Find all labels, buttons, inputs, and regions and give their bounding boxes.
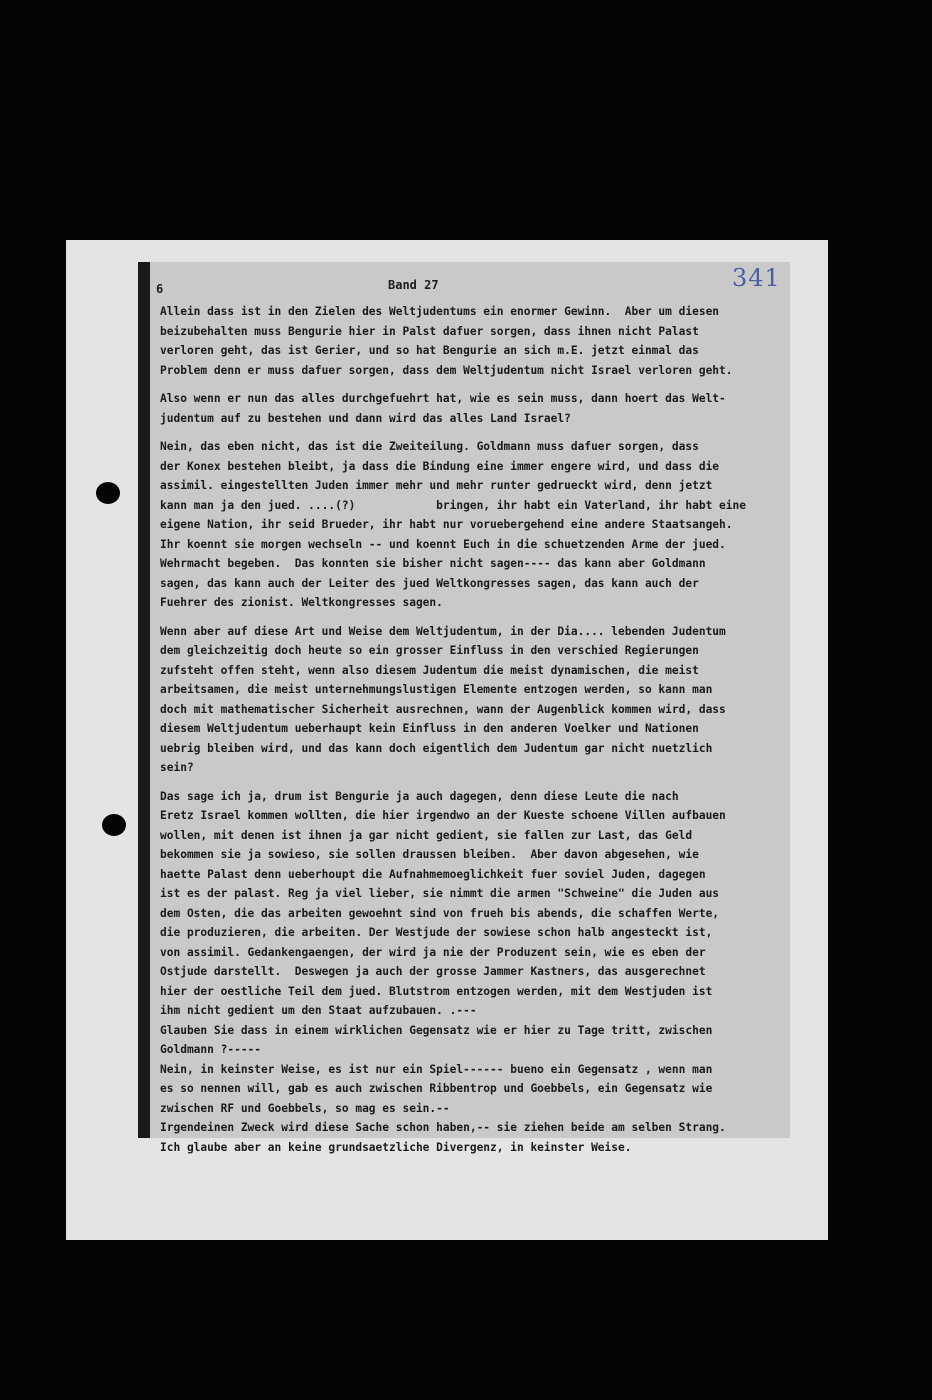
text-line: hier der oestliche Teil dem jued. Blutstrom entzogen werden, mit dem Westjuden ist [160, 984, 713, 998]
typed-transcript [160, 302, 790, 1166]
text-line: Nein, in keinster Weise, es ist nur ein Spiel------ bueno ein Gegensatz , wenn man [160, 1062, 713, 1076]
paragraph [160, 787, 790, 1060]
text-line: von assimil. Gedankengaengen, der wird ja nie der Produzent sein, wie es eben der [160, 945, 706, 959]
text-line: eigene Nation, ihr seid Brueder, ihr habt nur voruebergehend eine andere Staatsangeh. [160, 518, 733, 531]
paragraph [160, 437, 790, 613]
page-number: 6 [156, 282, 164, 296]
text-line: der Konex bestehen bleibt, ja dass die Bindung eine immer engere wird, und dass die [160, 459, 720, 473]
text-line: zufsteht offen steht, wenn also diesem Judentum die meist dynamischen, die meist [160, 663, 699, 677]
text-line: verloren geht, das ist Gerier, und so hat Bengurie an sich m.E. jetzt einmal das [160, 344, 699, 357]
archive-stamp: 341 [732, 264, 781, 292]
paragraph [160, 1060, 790, 1158]
text-line: Ihr koennt sie morgen wechseln -- und koennt Euch in die schuetzenden Arme der jued. [160, 537, 726, 551]
text-line: zwischen RF und Goebbels, so mag es sein.-- [160, 1101, 450, 1115]
text-line: dem Osten, die das arbeiten gewoehnt sind von frueh bis abends, die schaffen Werte, [160, 906, 720, 920]
text-line: haette Palast denn ueberhoupt die Aufnahmemoeglichkeit fuer soviel Juden, dagegen [160, 867, 706, 881]
text-line: die produzieren, die arbeiten. Der Westjude der sowiese schon halb angesteckt ist, [160, 926, 713, 939]
text-line: doch mit mathematischer Sicherheit ausrechnen, wann der Augenblick kommen wird, dass [160, 702, 726, 716]
punch-hole-top [96, 482, 120, 504]
text-line: diesem Weltjudentum ueberhaupt kein Einfluss in den anderen Voelker und Nationen [160, 722, 699, 735]
text-line: sein? [160, 761, 194, 774]
text-line: arbeitsamen, die meist unternehmungslustigen Elemente entzogen werden, so kann man [160, 683, 713, 696]
text-line: assimil. eingestellten Juden immer mehr und mehr runter gedrueckt wird, denn jetzt [160, 479, 713, 492]
page-content [156, 264, 781, 1154]
text-line: beizubehalten muss Bengurie hier in Palst dafuer sorgen, dass ihnen nicht Palast [160, 324, 699, 338]
punch-hole-bottom [102, 814, 126, 836]
text-line: Fuehrer des zionist. Weltkongresses sagen. [160, 596, 443, 609]
text-line: ihm nicht gedient um den Staat aufzubauen. .--- [160, 1004, 477, 1017]
text-line: Allein dass ist in den Zielen des Weltjudentums ein enormer Gewinn. Aber um diesen [160, 305, 720, 318]
text-line: Eretz Israel kommen wollten, die hier irgendwo an der Kueste schoene Villen aufbauen [160, 809, 726, 822]
paragraph [160, 389, 790, 428]
text-line: Nein, das eben nicht, das ist die Zweiteilung. Goldmann muss dafuer sorgen, dass [160, 440, 699, 453]
text-line: es so nennen will, gab es auch zwischen Ribbentrop und Goebbels, ein Gegensatz wie [160, 1082, 713, 1095]
text-line: kann man ja den jued. ....(?) bringen, ihr habt ein Vaterland, ihr habt eine [160, 498, 746, 512]
text-line: dem gleichzeitig doch heute so ein grosser Einfluss in den verschied Regierungen [160, 644, 699, 657]
page-header: Band 27 [388, 278, 439, 292]
text-line: judentum auf zu bestehen und dann wird das alles Land Israel? [160, 411, 571, 425]
text-line: Also wenn er nun das alles durchgefuehrt hat, wie es sein muss, dann hoert das Welt- [160, 392, 726, 405]
text-line: sagen, das kann auch der Leiter des jued Weltkongresses sagen, das kann auch der [160, 576, 699, 590]
text-line: Glauben Sie dass in einem wirklichen Gegensatz wie er hier zu Tage tritt, zwischen [160, 1023, 713, 1037]
text-line: uebrig bleiben wird, und das kann doch eigentlich dem Judentum gar nicht nuetzlich [160, 741, 713, 755]
text-line: Wenn aber auf diese Art und Weise dem Weltjudentum, in der Dia.... lebenden Judentum [160, 624, 726, 638]
text-line: Goldmann ?----- [160, 1043, 262, 1056]
text-line: bekommen sie ja sowieso, sie sollen draussen bleiben. Aber davon abgesehen, wie [160, 848, 699, 861]
text-line: Irgendeinen Zweck wird diese Sache schon haben,-- sie ziehen beide am selben Strang. [160, 1121, 726, 1134]
text-line: wollen, mit denen ist ihnen ja gar nicht gedient, sie fallen zur Last, das Geld [160, 828, 693, 842]
paragraph [160, 622, 790, 778]
photocopy-page [138, 262, 790, 1154]
text-line: Das sage ich ja, drum ist Bengurie ja auch dagegen, denn diese Leute die nach [160, 789, 679, 803]
text-line: ist es der palast. Reg ja viel lieber, sie nimmt die armen "Schweine" die Juden aus [160, 887, 720, 900]
text-line: Wehrmacht begeben. Das konnten sie bisher nicht sagen---- das kann aber Goldmann [160, 557, 706, 570]
text-line: Ich glaube aber an keine grundsaetzliche Divergenz, in keinster Weise. [160, 1140, 632, 1154]
paragraph [160, 302, 790, 380]
text-line: Ostjude darstellt. Deswegen ja auch der grosse Jammer Kastners, das ausgerechnet [160, 965, 706, 978]
text-line: Problem denn er muss dafuer sorgen, dass dem Weltjudentum nicht Israel verloren geht. [160, 363, 733, 377]
